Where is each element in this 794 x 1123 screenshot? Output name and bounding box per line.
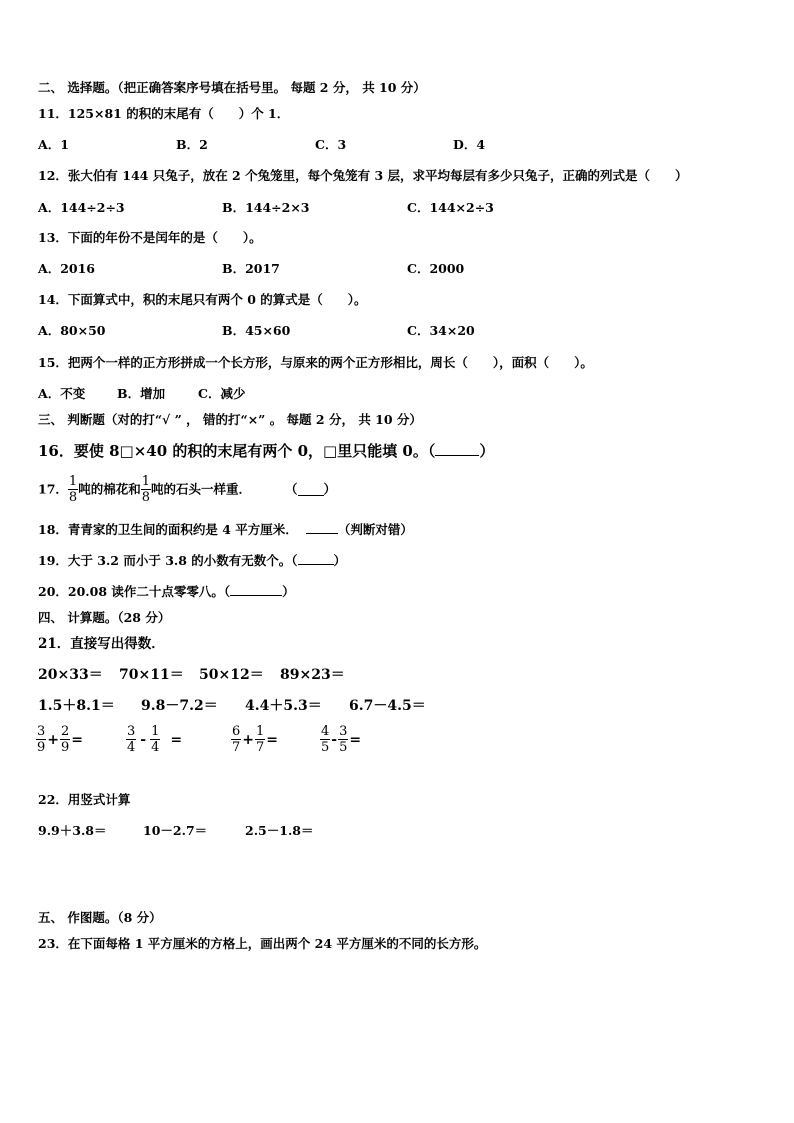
question-16-text: 16．要使 8□×40 的积的末尾有两个 0，□里只能填 0。（ [38,442,436,460]
fraction [255,724,265,755]
q14-option-b: B．45×60 [222,323,291,338]
equals: = [266,731,279,748]
q14-option-c: C．34×20 [407,323,475,338]
question-16 [38,441,494,461]
vertical-calc-item: 9.9＋3.8＝ [38,823,107,838]
equals: = [349,731,362,748]
denominator: 7 [232,740,241,755]
question-22: 22．用竖式计算 [38,792,131,807]
fraction-calc-item [231,724,279,755]
fraction-calc-item [36,724,84,755]
equals: = [71,731,84,748]
vertical-calc-item: 10－2.7＝ [143,823,208,838]
question-17-open: （ [285,481,298,497]
numerator: 1 [68,474,78,489]
fraction-calc-item [126,724,183,755]
question-17-number: 17． [38,481,68,497]
q13-option-a: A．2016 [38,261,95,276]
fraction-calc-item [320,724,362,755]
question-23: 23．在下面每格 1 平方厘米的方格上，画出两个 24 平方厘米的不同的长方形。 [38,936,487,951]
equals: = [170,731,183,748]
question-18-text: 18．青青家的卫生间的面积约是 4 平方厘米． [38,522,298,537]
numerator: 1 [151,724,160,739]
question-17-tail: 吨的石头一样重． [150,481,251,497]
operator: - [140,731,147,748]
question-20-text: 20．20.08 读作二十点零零八。（ [38,584,231,599]
fraction [68,474,78,505]
question-20 [38,583,295,600]
q12-option-b: B．144÷2×3 [222,200,310,215]
question-17-close: ） [323,481,337,497]
calc-item: 9.8－7.2＝ [141,698,218,714]
q11-option-d: D．4 [453,137,486,152]
q11-option-b: B．2 [176,137,208,152]
denominator: 4 [151,740,160,755]
fraction [231,724,241,755]
q12-option-c: C．144×2÷3 [407,200,494,215]
answer-blank[interactable] [230,583,282,596]
section-4-heading: 四、 计算题。（28 分） [38,610,171,625]
q12-option-a: A．144÷2÷3 [38,200,125,215]
denominator: 8 [68,490,78,505]
operator: + [47,731,60,748]
denominator: 7 [256,740,265,755]
calc-item: 20×33＝ [38,667,103,683]
numerator: 1 [256,724,265,739]
fraction [320,724,330,755]
fraction [126,724,136,755]
fraction [36,724,46,755]
question-15: 15．把两个一样的正方形拼成一个长方形，与原来的两个正方形相比，周长（ ），面积（ ）。 [38,355,593,370]
q15-option-b: B．增加 [117,386,166,401]
denominator: 5 [339,740,348,755]
question-14: 14．下面算式中，积的末尾只有两个 0 的算式是（ ）。 [38,292,367,307]
question-21: 21．直接写出得数． [38,636,165,652]
question-19-close: ） [333,553,347,568]
numerator: 3 [127,724,136,739]
q14-option-a: A．80×50 [38,323,106,338]
question-19-text: 19．大于 3.2 而小于 3.8 的小数有无数个。（ [38,553,298,568]
section-2-heading: 二、 选择题。（把正确答案序号填在括号里。 每题 2 分， 共 10 分） [38,80,426,95]
answer-blank[interactable] [435,443,479,456]
q15-option-c: C．减少 [198,386,246,401]
fraction [338,724,348,755]
calc-item: 50×12＝ [199,667,264,683]
operator: + [242,731,255,748]
fraction [150,724,160,755]
calc-item: 6.7－4.5＝ [349,698,426,714]
denominator: 9 [37,740,46,755]
fraction [141,474,151,505]
question-19 [38,552,346,569]
numerator: 2 [61,724,70,739]
question-12: 12．张大伯有 144 只兔子，放在 2 个兔笼里，每个兔笼有 3 层，求平均每层有多少只兔子，正确的列式是（ ） [38,168,688,183]
section-5-heading: 五、 作图题。（8 分） [38,910,162,925]
denominator: 4 [127,740,136,755]
q11-option-c: C．3 [315,137,347,152]
question-11: 11．125×81 的积的末尾有（ ）个 1． [38,106,290,121]
numerator: 4 [321,724,330,739]
operator: - [331,731,338,748]
denominator: 8 [141,490,150,505]
answer-blank[interactable] [298,483,324,496]
answer-blank[interactable] [298,552,334,565]
fraction [60,724,70,755]
question-13: 13．下面的年份不是闰年的是（ ）。 [38,230,262,245]
question-18 [38,521,413,538]
calc-item: 4.4＋5.3＝ [245,698,322,714]
numerator: 1 [141,474,150,489]
question-18-tail: （判断对错） [337,522,413,537]
question-17-mid: 吨的棉花和 [78,481,141,497]
calc-item: 89×23＝ [280,667,345,683]
numerator: 3 [339,724,348,739]
question-20-close: ） [282,584,295,599]
q11-option-a: A．1 [38,137,69,152]
q15-option-a: A．不变 [38,386,86,401]
numerator: 3 [37,724,46,739]
section-3-heading: 三、 判断题（对的打“√ ” ， 错的打“×” 。 每题 2 分， 共 10 分） [38,412,422,427]
question-16-close: ） [479,442,495,460]
calc-item: 1.5＋8.1＝ [38,698,115,714]
q13-option-b: B．2017 [222,261,280,276]
vertical-calc-item: 2.5－1.8＝ [245,823,314,838]
denominator: 5 [321,740,330,755]
calc-item: 70×11＝ [119,667,184,683]
answer-blank[interactable] [306,521,338,534]
numerator: 6 [232,724,241,739]
question-17 [38,474,336,505]
q13-option-c: C．2000 [407,261,465,276]
denominator: 9 [61,740,70,755]
